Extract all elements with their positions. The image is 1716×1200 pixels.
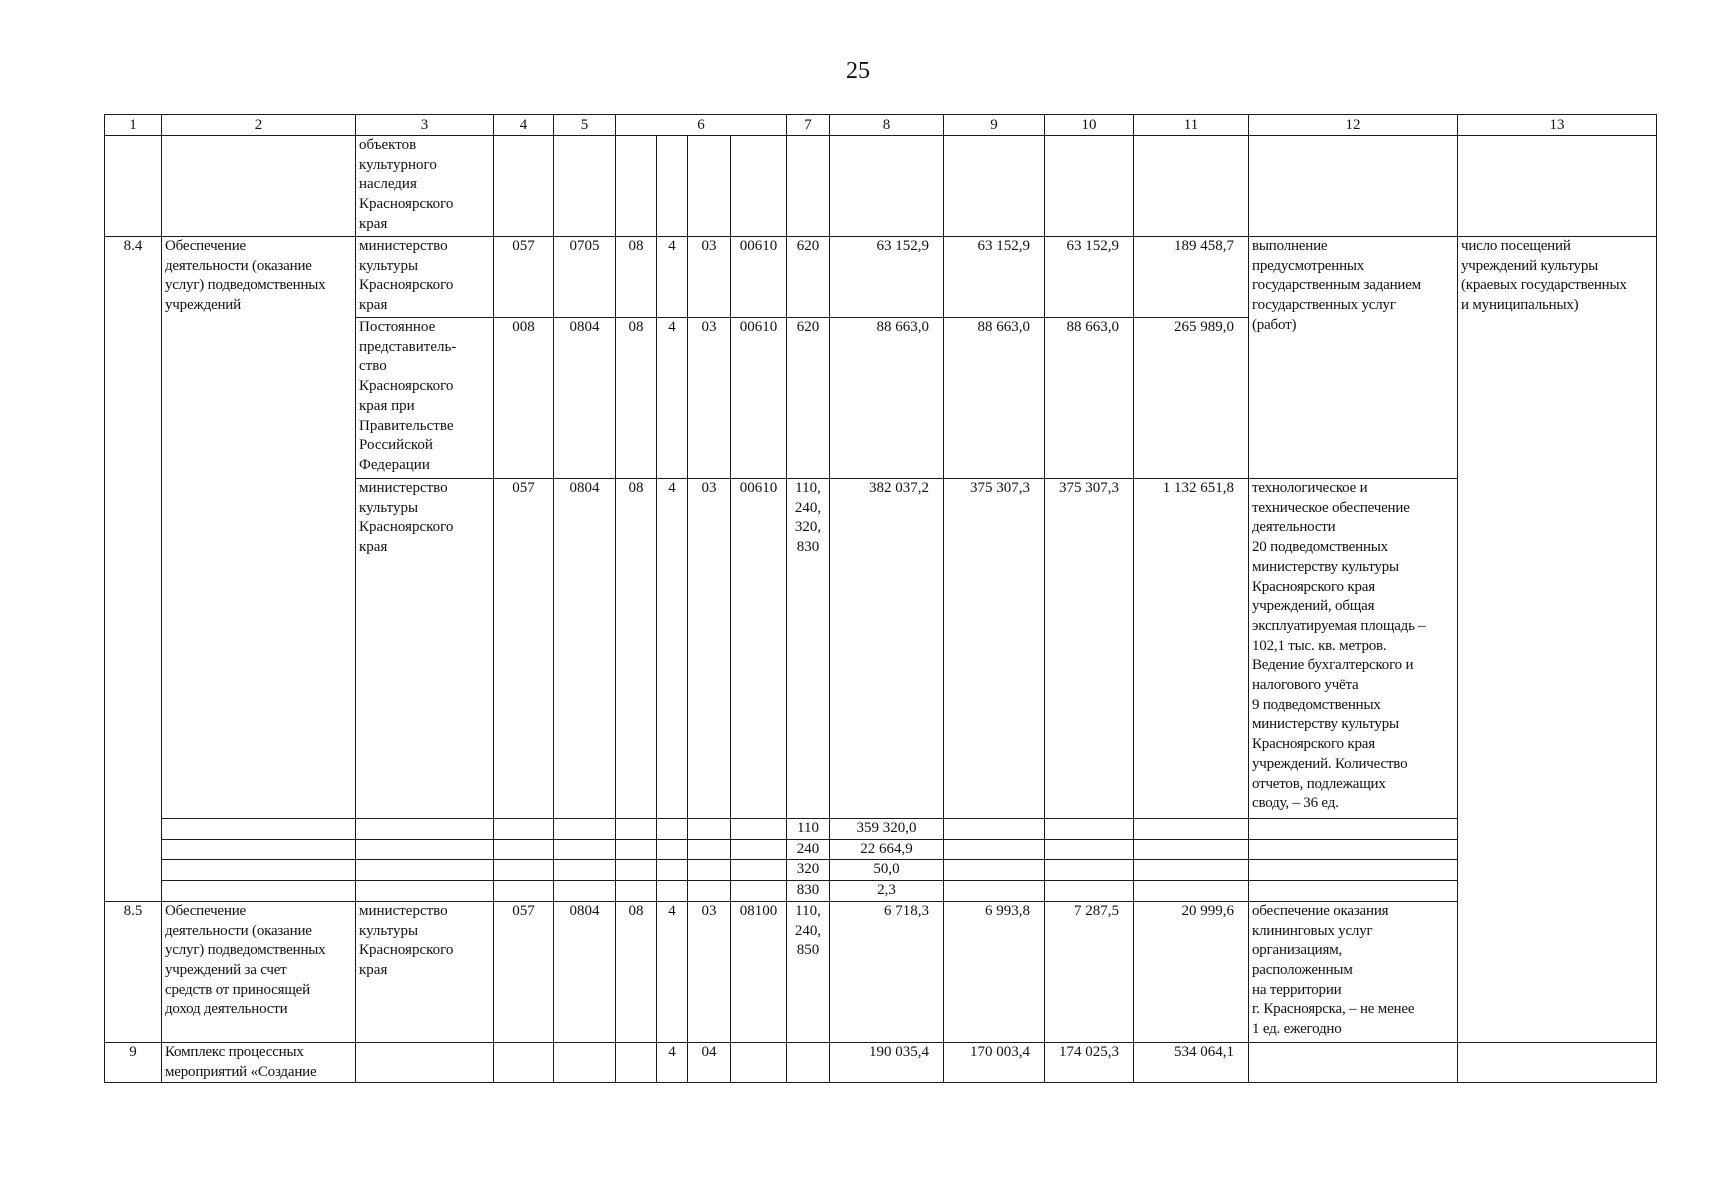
cell — [1249, 819, 1458, 840]
cell — [616, 839, 657, 860]
header-col-6: 6 — [616, 115, 787, 136]
cell — [616, 136, 657, 237]
cell — [944, 136, 1045, 237]
amount-year3-cell: 174 025,3 — [1045, 1042, 1134, 1082]
cell — [356, 860, 494, 881]
amount-year2-cell: 6 993,8 — [944, 901, 1045, 1042]
amount-total-cell: 20 999,6 — [1134, 901, 1249, 1042]
amount-total-cell: 1 132 651,8 — [1134, 479, 1249, 819]
target-code-cell: 4 — [657, 237, 688, 318]
cell — [731, 860, 787, 881]
cell — [1134, 860, 1249, 881]
gov-code-cell: 057 — [494, 901, 554, 1042]
amount-year1-cell: 2,3 — [830, 881, 944, 902]
expected-result-cell: технологическое и техническое обеспечение деятельности 20 подведомственных министерству культуры Красноярского края учреждений, общая эксплуатируемая площадь – 102,1 тыс. кв. метров. Ведение бухгалтерского и налогового учёта 9 подведомственных министерству культуры Красноярского края учреждений. Количество отчетов, подлежащих своду, – 36 ед. — [1249, 479, 1458, 819]
budget-table — [104, 114, 1657, 1083]
target-code-cell: 08 — [616, 237, 657, 318]
header-row — [105, 115, 1657, 136]
header-col-13: 13 — [1458, 115, 1657, 136]
cell — [494, 1042, 554, 1082]
section-code-cell: 0804 — [554, 901, 616, 1042]
cell — [688, 819, 731, 840]
expected-result-cell: обеспечение оказания клининговых услуг организациям, расположенным на территории г. Красноярска, – не менее 1 ед. ежегодно — [1249, 901, 1458, 1042]
cell — [616, 881, 657, 902]
executor-cell: Постоянное представитель- ство Красноярского края при Правительстве Российской Федерации — [356, 318, 494, 479]
table-row-8-5 — [105, 901, 1657, 1042]
breakdown-row — [105, 819, 1657, 840]
cell — [787, 1042, 830, 1082]
cell — [688, 136, 731, 237]
target-code-cell: 03 — [688, 901, 731, 1042]
cell — [1249, 839, 1458, 860]
expense-type-cell: 320 — [787, 860, 830, 881]
cell — [944, 860, 1045, 881]
cell — [162, 136, 356, 237]
cell — [1134, 881, 1249, 902]
header-col-8: 8 — [830, 115, 944, 136]
cell — [688, 860, 731, 881]
cell — [162, 881, 356, 902]
cell — [1458, 1042, 1657, 1082]
expense-type-cell: 830 — [787, 881, 830, 902]
target-code-cell: 04 — [688, 1042, 731, 1082]
cell — [1134, 839, 1249, 860]
cell — [1458, 136, 1657, 237]
executor-cell: министерство культуры Красноярского края — [356, 479, 494, 819]
target-code-cell: 08 — [616, 479, 657, 819]
cell — [944, 881, 1045, 902]
amount-year1-cell: 359 320,0 — [830, 819, 944, 840]
measure-name: Комплекс процессных мероприятий «Создание — [162, 1042, 356, 1082]
target-code-cell: 4 — [657, 318, 688, 479]
header-col-4: 4 — [494, 115, 554, 136]
target-code-cell: 4 — [657, 479, 688, 819]
target-code-cell: 08100 — [731, 901, 787, 1042]
breakdown-row — [105, 881, 1657, 902]
cell — [494, 881, 554, 902]
cell — [657, 881, 688, 902]
executor-cell: министерство культуры Красноярского края — [356, 901, 494, 1042]
cell — [616, 860, 657, 881]
target-code-cell: 00610 — [731, 318, 787, 479]
cell — [1045, 136, 1134, 237]
measure-name: Обеспечение деятельности (оказание услуг) подведомственных учреждений — [162, 237, 356, 819]
amount-total-cell: 265 989,0 — [1134, 318, 1249, 479]
cell — [1045, 881, 1134, 902]
header-col-10: 10 — [1045, 115, 1134, 136]
executor-cell: объектов культурного наследия Красноярского края — [356, 136, 494, 237]
amount-year2-cell: 170 003,4 — [944, 1042, 1045, 1082]
cell — [1045, 819, 1134, 840]
cell — [494, 860, 554, 881]
table-row-9 — [105, 1042, 1657, 1082]
row-number: 8.5 — [105, 901, 162, 1042]
cell — [688, 839, 731, 860]
cell — [554, 136, 616, 237]
target-code-cell: 08 — [616, 318, 657, 479]
expected-result-cell: выполнение предусмотренных государственным заданием государственных услуг (работ) — [1249, 237, 1458, 479]
executor-cell: министерство культуры Красноярского края — [356, 237, 494, 318]
cell — [1045, 860, 1134, 881]
header-col-1: 1 — [105, 115, 162, 136]
expense-type-cell: 110, 240, 850 — [787, 901, 830, 1042]
amount-year3-cell: 7 287,5 — [1045, 901, 1134, 1042]
cell — [1249, 881, 1458, 902]
expense-type-cell: 110, 240, 320, 830 — [787, 479, 830, 819]
amount-year1-cell: 6 718,3 — [830, 901, 944, 1042]
indicator-cell: число посещений учреждений культуры (краевых государственных и муниципальных) — [1458, 237, 1657, 1043]
gov-code-cell: 057 — [494, 479, 554, 819]
header-col-11: 11 — [1134, 115, 1249, 136]
cell — [731, 819, 787, 840]
target-code-cell: 4 — [657, 1042, 688, 1082]
cell — [731, 839, 787, 860]
cell — [1249, 860, 1458, 881]
cell — [162, 860, 356, 881]
measure-name: Обеспечение деятельности (оказание услуг) подведомственных учреждений за счет средств от приносящей доход деятельности — [162, 901, 356, 1042]
cell — [944, 839, 1045, 860]
amount-year1-cell: 190 035,4 — [830, 1042, 944, 1082]
header-col-5: 5 — [554, 115, 616, 136]
cell — [554, 819, 616, 840]
expense-type-cell: 110 — [787, 819, 830, 840]
cell — [105, 136, 162, 237]
row-number: 9 — [105, 1042, 162, 1082]
cell — [554, 839, 616, 860]
amount-year2-cell: 63 152,9 — [944, 237, 1045, 318]
cell — [494, 136, 554, 237]
amount-year1-cell: 88 663,0 — [830, 318, 944, 479]
cell — [657, 839, 688, 860]
target-code-cell: 03 — [688, 318, 731, 479]
expense-type-cell: 620 — [787, 237, 830, 318]
cell — [554, 881, 616, 902]
cell — [657, 819, 688, 840]
cell — [554, 860, 616, 881]
cell — [494, 819, 554, 840]
breakdown-row — [105, 839, 1657, 860]
cell — [356, 839, 494, 860]
amount-year1-cell: 50,0 — [830, 860, 944, 881]
expense-type-cell: 620 — [787, 318, 830, 479]
amount-total-cell: 534 064,1 — [1134, 1042, 1249, 1082]
table-row-continuation — [105, 136, 1657, 237]
amount-year3-cell: 63 152,9 — [1045, 237, 1134, 318]
section-code-cell: 0705 — [554, 237, 616, 318]
cell — [1134, 136, 1249, 237]
cell — [731, 136, 787, 237]
cell — [1045, 839, 1134, 860]
header-col-7: 7 — [787, 115, 830, 136]
cell — [616, 819, 657, 840]
cell — [787, 136, 830, 237]
amount-year1-cell: 63 152,9 — [830, 237, 944, 318]
header-col-3: 3 — [356, 115, 494, 136]
cell — [688, 881, 731, 902]
cell — [616, 1042, 657, 1082]
amount-year3-cell: 88 663,0 — [1045, 318, 1134, 479]
table-row-8-4-a — [105, 237, 1657, 318]
amount-year1-cell: 22 664,9 — [830, 839, 944, 860]
amount-total-cell: 189 458,7 — [1134, 237, 1249, 318]
cell — [1134, 819, 1249, 840]
gov-code-cell: 008 — [494, 318, 554, 479]
amount-year3-cell: 375 307,3 — [1045, 479, 1134, 819]
cell — [830, 136, 944, 237]
amount-year2-cell: 88 663,0 — [944, 318, 1045, 479]
breakdown-row — [105, 860, 1657, 881]
header-col-2: 2 — [162, 115, 356, 136]
cell — [356, 819, 494, 840]
cell — [657, 136, 688, 237]
target-code-cell: 08 — [616, 901, 657, 1042]
section-code-cell: 0804 — [554, 479, 616, 819]
row-number: 8.4 — [105, 237, 162, 902]
cell — [494, 839, 554, 860]
cell — [554, 1042, 616, 1082]
page-number: 25 — [846, 58, 870, 84]
target-code-cell: 4 — [657, 901, 688, 1042]
cell — [657, 860, 688, 881]
cell — [162, 819, 356, 840]
cell — [731, 1042, 787, 1082]
cell — [1249, 1042, 1458, 1082]
header-col-12: 12 — [1249, 115, 1458, 136]
amount-year1-cell: 382 037,2 — [830, 479, 944, 819]
cell — [162, 839, 356, 860]
header-col-9: 9 — [944, 115, 1045, 136]
gov-code-cell: 057 — [494, 237, 554, 318]
target-code-cell: 03 — [688, 479, 731, 819]
expense-type-cell: 240 — [787, 839, 830, 860]
cell — [731, 881, 787, 902]
amount-year2-cell: 375 307,3 — [944, 479, 1045, 819]
cell — [1249, 136, 1458, 237]
target-code-cell: 00610 — [731, 479, 787, 819]
section-code-cell: 0804 — [554, 318, 616, 479]
target-code-cell: 00610 — [731, 237, 787, 318]
cell — [944, 819, 1045, 840]
cell — [356, 881, 494, 902]
cell — [356, 1042, 494, 1082]
target-code-cell: 03 — [688, 237, 731, 318]
